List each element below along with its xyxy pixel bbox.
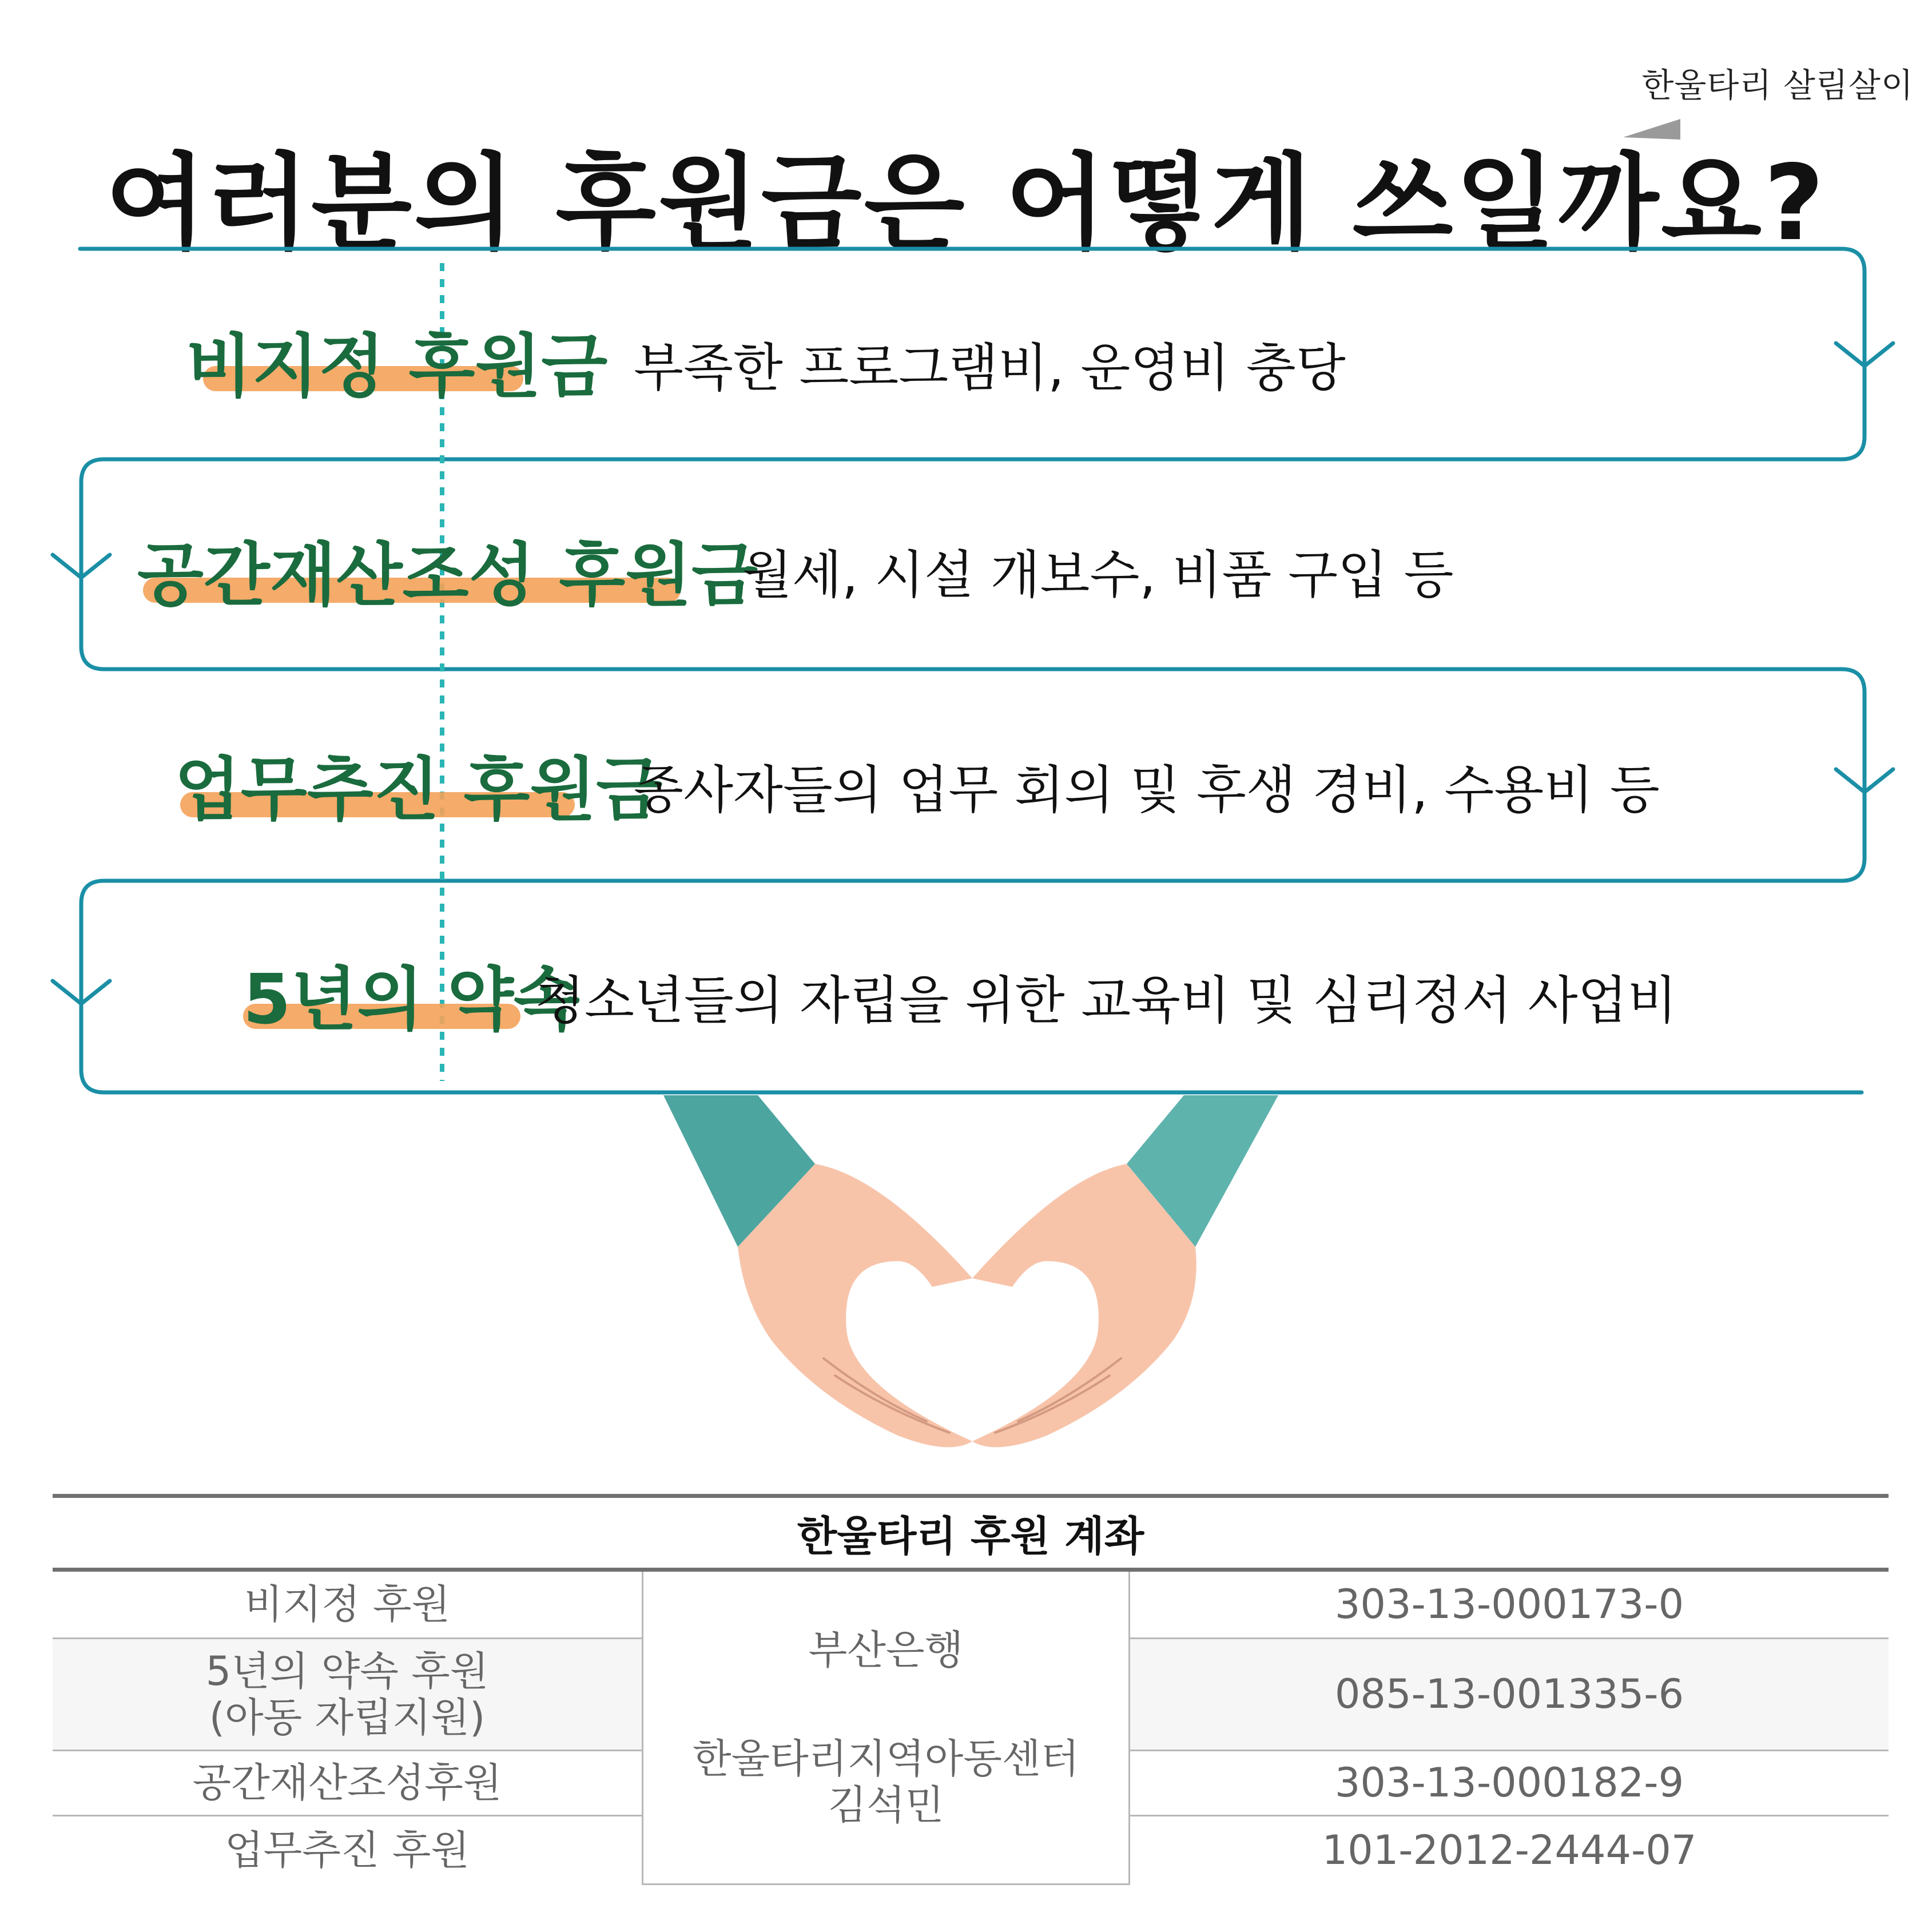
account-category-line1: 5년의 약속 후원: [205, 1648, 489, 1695]
account-table: [53, 1494, 1889, 1885]
account-number[interactable]: 085-13-001335-6: [1130, 1639, 1889, 1751]
account-category: 업무추진 후원: [225, 1827, 470, 1874]
account-number[interactable]: 303-13-000173-0: [1130, 1570, 1889, 1639]
category-desc-space-property: 월세, 시설 개보수, 비품 구입 등: [742, 545, 1454, 605]
heart-hands-icon: [629, 1090, 1315, 1461]
category-label-business: 업무추진 후원금: [174, 750, 663, 830]
account-table-header: 한울타리 후원 계좌: [53, 1496, 1889, 1570]
account-category: [53, 1639, 643, 1751]
category-desc-five-year-promise: 청소년들의 자립을 위한 교육비 및 심리정서 사업비: [535, 971, 1677, 1031]
account-category: 공간재산조성후원: [53, 1751, 643, 1816]
page-title: 여러분의 후원금은 어떻게 쓰일까요?: [105, 142, 1827, 264]
account-category: 비지정 후원: [53, 1570, 643, 1639]
bank-name: 부산은행: [808, 1626, 964, 1673]
holder-line1: 한울타리지역아동센터: [692, 1735, 1080, 1783]
account-category-line2: (아동 자립지원): [209, 1694, 486, 1741]
category-desc-unassigned: 부족한 프로그램비, 운영비 충당: [634, 338, 1346, 398]
brand-label: 한울타리 살림살이: [1641, 66, 1914, 105]
account-bank-holder: [643, 1570, 1130, 1885]
account-number[interactable]: 101-2012-2444-07: [1322, 1827, 1697, 1874]
category-desc-business: 종사자들의 업무 회의 및 후생 경비, 수용비 등: [634, 760, 1660, 820]
holder-line2: 김석민: [828, 1781, 944, 1828]
account-number[interactable]: 303-13-000182-9: [1130, 1751, 1889, 1816]
category-label-unassigned: 비지정 후원금: [186, 327, 608, 407]
category-label-five-year-promise: 5년의 약속: [243, 960, 580, 1040]
category-label-space-property: 공간재산조성 후원금: [137, 536, 758, 615]
